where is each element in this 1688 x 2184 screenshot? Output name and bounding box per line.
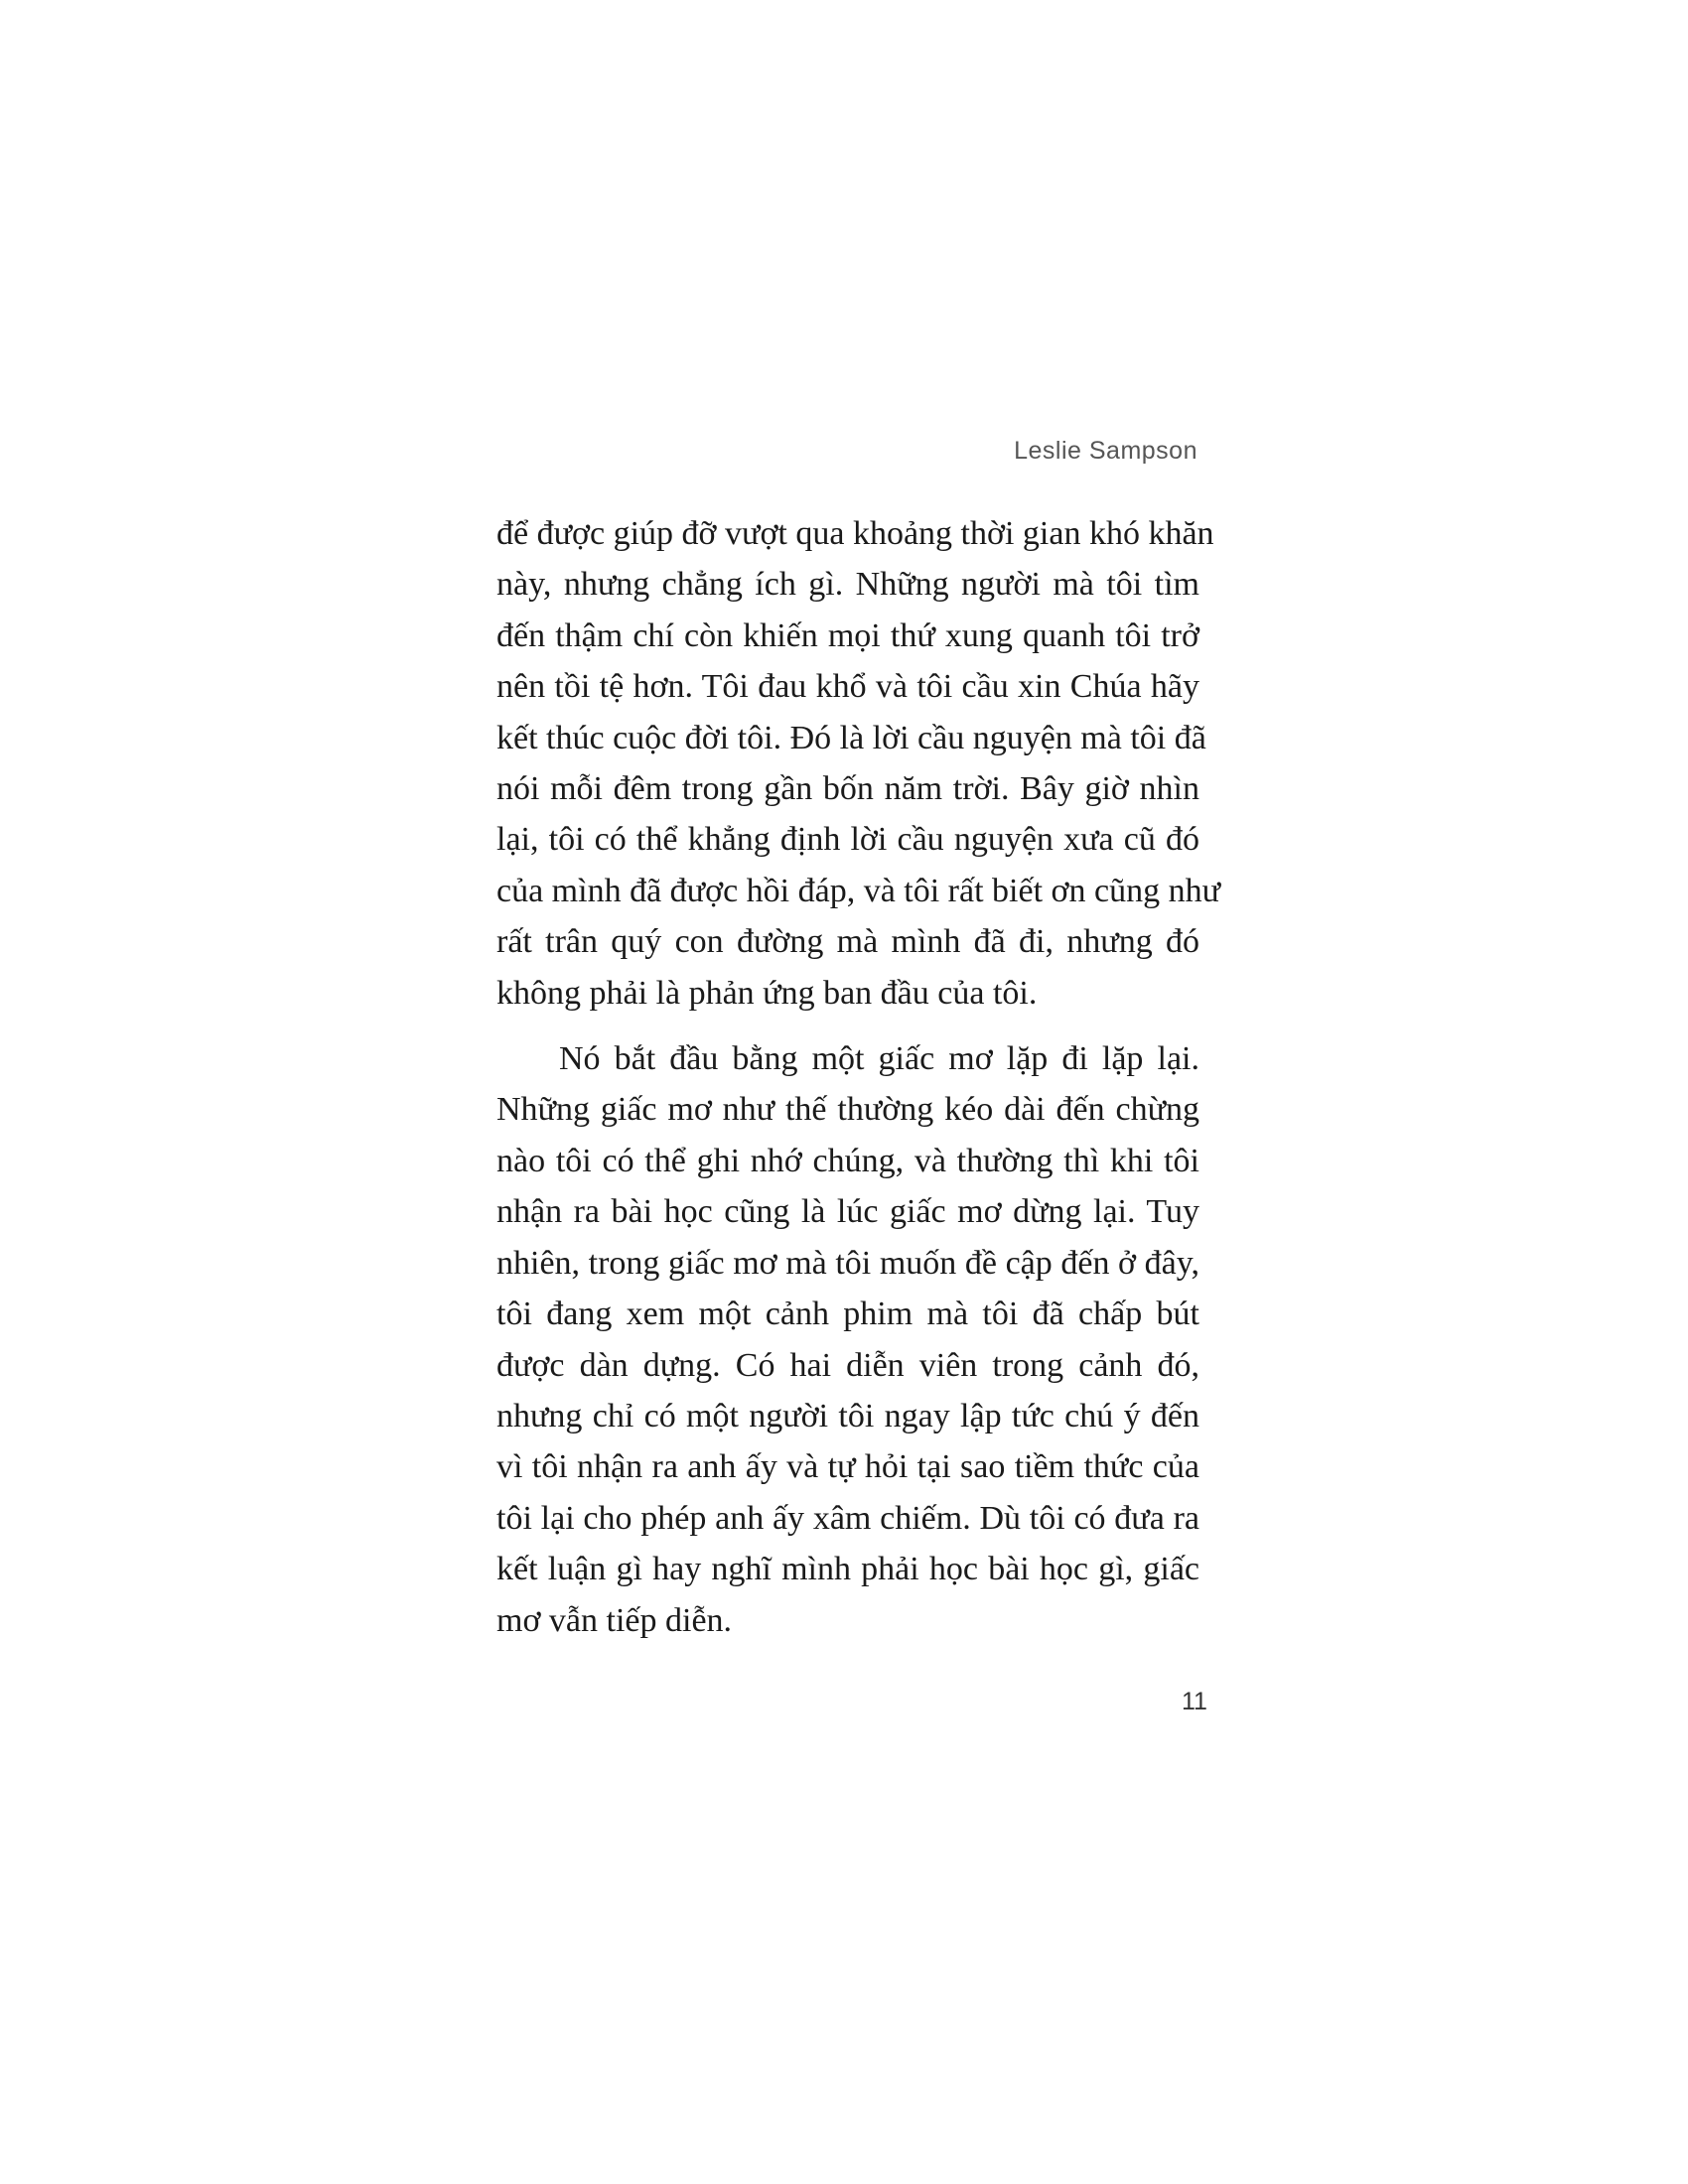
text-line: nào tôi có thể ghi nhớ chúng, và thường thì khi tôi (496, 1142, 1199, 1179)
text-line: nhận ra bài học cũng là lúc giấc mơ dừng lại. Tuy (496, 1193, 1199, 1231)
text-line: này, nhưng chẳng ích gì. Những người mà tôi tìm (496, 566, 1199, 604)
text-line: vì tôi nhận ra anh ấy và tự hỏi tại sao tiềm thức của (496, 1448, 1199, 1486)
text-line: kết thúc cuộc đời tôi. Đó là lời cầu nguyện mà tôi đã (496, 719, 1206, 756)
text-line: không phải là phản ứng ban đầu của tôi. (496, 974, 1038, 1012)
body-text (496, 508, 1221, 1646)
paragraph-1 (496, 508, 1221, 1019)
text-line: tôi lại cho phép anh ấy xâm chiếm. Dù tôi có đưa ra (496, 1499, 1199, 1537)
text-line: nhưng chỉ có một người tôi ngay lập tức chú ý đến (496, 1397, 1199, 1434)
text-line: mơ vẫn tiếp diễn. (496, 1601, 733, 1639)
text-line: Những giấc mơ như thế thường kéo dài đến chừng (496, 1091, 1199, 1129)
text-line: được dàn dựng. Có hai diễn viên trong cảnh đó, (496, 1346, 1199, 1384)
running-header-author: Leslie Sampson (1014, 437, 1197, 465)
text-line: nói mỗi đêm trong gần bốn năm trời. Bây giờ nhìn (496, 770, 1199, 808)
text-line: tôi đang xem một cảnh phim mà tôi đã chấp bút (496, 1296, 1199, 1333)
paragraph-2 (496, 1033, 1199, 1646)
text-line: đến thậm chí còn khiến mọi thứ xung quanh tôi trở (496, 616, 1199, 654)
text-line: kết luận gì hay nghĩ mình phải học bài học gì, giấc (496, 1551, 1199, 1588)
text-line: để được giúp đỡ vượt qua khoảng thời gian khó khăn (496, 515, 1214, 552)
text-line: nhiên, trong giấc mơ mà tôi muốn đề cập đến ở đây, (496, 1244, 1199, 1282)
text-line: của mình đã được hồi đáp, và tôi rất biết ơn cũng như (496, 872, 1221, 909)
text-line: Nó bắt đầu bằng một giấc mơ lặp đi lặp lại. (559, 1040, 1199, 1078)
text-line: nên tồi tệ hơn. Tôi đau khổ và tôi cầu xin Chúa hãy (496, 668, 1199, 706)
text-line: lại, tôi có thể khẳng định lời cầu nguyện xưa cũ đó (496, 821, 1199, 859)
page-number: 11 (1182, 1688, 1207, 1715)
text-line: rất trân quý con đường mà mình đã đi, nhưng đó (496, 923, 1199, 961)
